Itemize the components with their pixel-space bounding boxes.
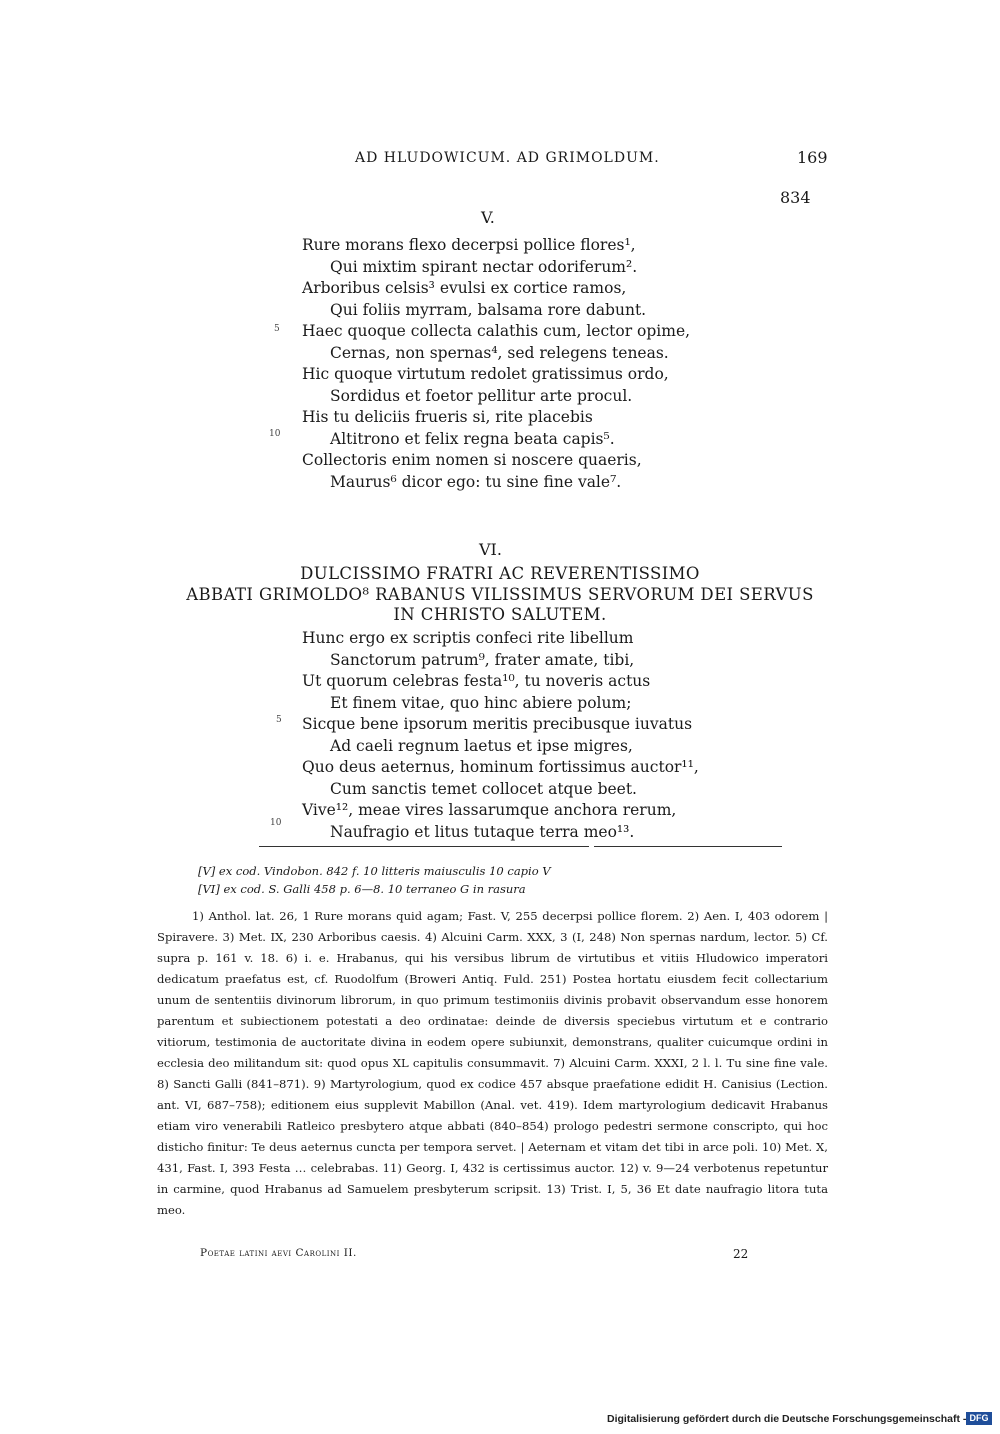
poem-5-verses: [302, 235, 690, 493]
verse-line: Ut quorum celebras festa¹⁰, tu noveris actus: [302, 672, 651, 690]
verse-line: Cernas, non spernas⁴, sed relegens teneas.: [330, 343, 669, 362]
apparatus-line: [VI] ex cod. S. Galli 458 p. 6—8. 10 terraneo G in rasura: [198, 882, 526, 896]
dedication-line: DULCISSIMO FRATRI AC REVERENTISSIMO: [300, 564, 700, 583]
verse-line: Naufragio et litus tutaque terra meo¹³.: [330, 822, 635, 841]
verse-line: Maurus⁶ dicor ego: tu sine fine vale⁷.: [330, 472, 622, 491]
verse-line: Altitrono et felix regna beata capis⁵.: [330, 429, 615, 448]
poem-6-dedication: [0, 564, 1000, 626]
apparatus-line: [V] ex cod. Vindobon. 842 f. 10 litteris maiusculis 10 capio V: [198, 864, 551, 878]
separator-rule: [594, 846, 782, 847]
verse-line: Cum sanctis temet collocet atque beet.: [330, 779, 637, 798]
verse-line: Ad caeli regnum laetus et ipse migres,: [330, 736, 633, 755]
line-number: 5: [276, 715, 282, 725]
verse-line: Qui mixtim spirant nectar odoriferum².: [330, 257, 638, 276]
verse-line: Vive¹², meae vires lassarumque anchora rerum,: [302, 801, 677, 819]
separator-rule: [259, 846, 589, 847]
verse-line: Haec quoque collecta calathis cum, lector opime,: [302, 322, 691, 340]
footnotes-text: 1) Anthol. lat. 26, 1 Rure morans quid agam; Fast. V, 255 decerpsi pollice florem. 2) Aen. I, 403 odorem | Spiravere. 3) Met. IX, 230 Arboribus caesis. 4) Alcuini Carm. XXX, 3 (I, 248) Non spernas nardum, lector. 5) Cf. supra p. 161 v. 18. 6) i. e. Hrabanus, qui his versibus librum de virtutibus et vitiis Hludowico imperatori dedicatum praefatus est, cf. Ruodolfum (Broweri Antiq. Fuld. 251) Postea hortatu eiusdem fecit collectarium unum de sententiis divinorum librorum, in quo primum testimoniis divinis probavit observandum esse honorem parentum et subiectionem potestati a deo ordinatae: deinde de diversis speciebus virtutum et e contrario vitiorum, testimonia de auctoritate divina in eodem opere subiunxit, demonstrans, qualiter cuicumque ordini in ecclesia deo militandum sit: quod opus XL capitulis consummavit. 7) Alcuini Carm. XXXI, 2 l. l. Tu sine fine vale. 8) Sancti Galli (841–871). 9) Martyrologium, quod ex codice 457 absque praefatione edidit H. Canisius (Lection. ant. VI, 687–758); editionem eius supplevit Mabillon (Anal. vet. 419). Idem martyrologium dedicavit Hrabanus etiam viro venerabili Ratleico presbytero atque abbati (840–854) prologo pedestri sermone conscripto, qui hoc disticho finitur: Te deus aeternus cuncta per tempora servet. | Aeternam et vitam det tibi in arce poli. 10) Met. X, 431, Fast. I, 393 Festa … celebrabas. 11) Georg. I, 432 is certissimus auctor. 12) v. 9—24 verbotenus repetuntur in carmine, quod Hrabanus ad Samuelem presbyterum scripsit. 13) Trist. I, 5, 36 Et date naufragio litora tuta meo.: [157, 909, 828, 1217]
verse-line: Quo deus aeternus, hominum fortissimus auctor¹¹,: [302, 758, 699, 776]
verse-line: Arboribus celsis³ evulsi ex cortice ramos,: [302, 279, 627, 297]
verse-line: Hunc ergo ex scriptis confeci rite libellum: [302, 629, 634, 647]
verse-line: His tu deliciis frueris si, rite placebis: [302, 408, 593, 426]
dedication-line: IN CHRISTO SALUTEM.: [393, 605, 607, 624]
verse-line: Sicque bene ipsorum meritis precibusque iuvatus: [302, 715, 693, 733]
dfg-logo: DFG: [966, 1412, 992, 1425]
signature-mark: 22: [733, 1247, 749, 1261]
line-number: 10: [270, 818, 282, 828]
verse-line: Sanctorum patrum⁹, frater amate, tibi,: [330, 650, 635, 669]
page-number: 169: [797, 148, 828, 167]
poem-5-number: V.: [481, 208, 495, 227]
verse-line: Rure morans flexo decerpsi pollice flores¹,: [302, 236, 636, 254]
year-marginal: 834: [780, 188, 811, 207]
poem-6-verses: [302, 628, 699, 843]
verse-line: Collectoris enim nomen si noscere quaeris,: [302, 451, 642, 469]
series-title: Poetae latini aevi Carolini II.: [200, 1247, 357, 1259]
running-title: AD HLUDOWICUM. AD GRIMOLDUM.: [355, 150, 660, 166]
footnotes: [157, 906, 828, 1221]
dedication-line: ABBATI GRIMOLDO⁸ RABANUS VILISSIMUS SERVORUM DEI SERVUS: [186, 584, 814, 604]
digitization-notice: Digitalisierung gefördert durch die Deutsche Forschungsgemeinschaft -: [607, 1413, 967, 1425]
verse-line: Hic quoque virtutum redolet gratissimus ordo,: [302, 365, 669, 383]
verse-line: Sordidus et foetor pellitur arte procul.: [330, 386, 633, 405]
verse-line: Et finem vitae, quo hinc abiere polum;: [330, 693, 632, 712]
line-number: 10: [269, 429, 281, 439]
poem-6-number: VI.: [479, 540, 502, 559]
verse-line: Qui foliis myrram, balsama rore dabunt.: [330, 300, 647, 319]
line-number: 5: [274, 324, 280, 334]
